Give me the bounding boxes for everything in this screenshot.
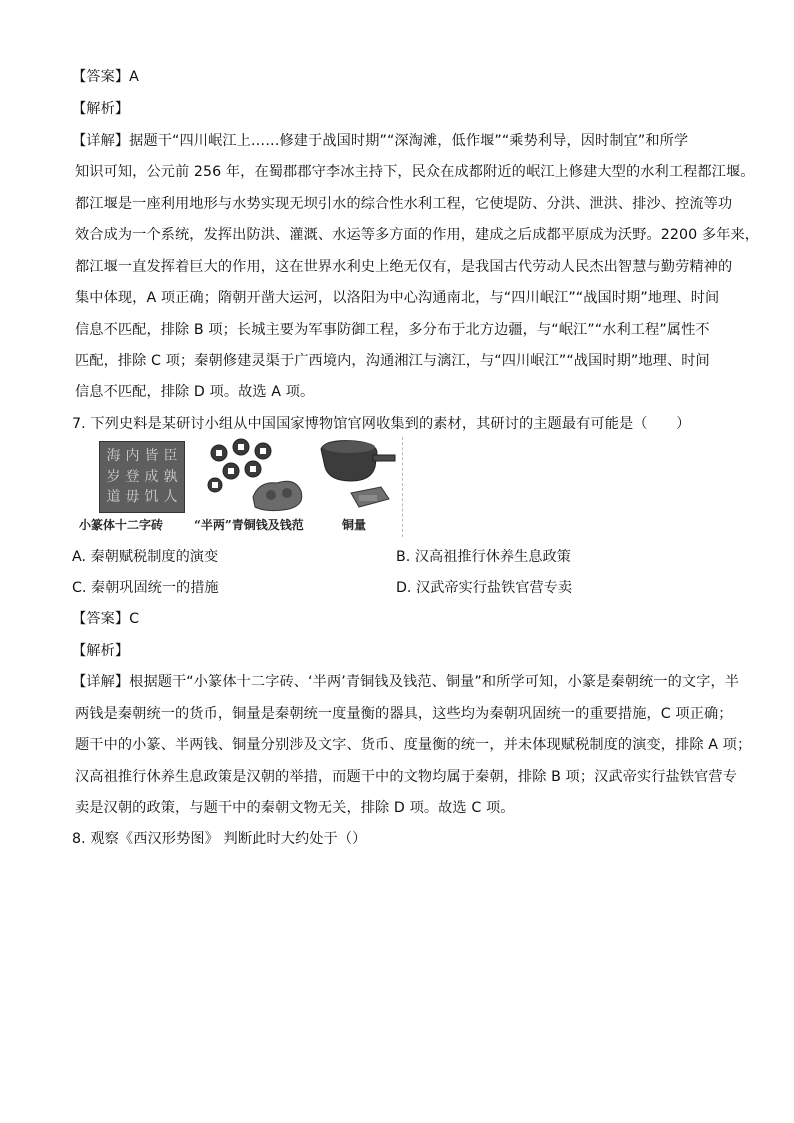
brick-char: 登	[125, 468, 140, 485]
brick-char: 海	[106, 448, 121, 464]
figure-divider	[402, 437, 403, 537]
q7-analysis-heading: 【解析】	[72, 643, 130, 659]
caption-brick: 小篆体十二字砖	[79, 518, 164, 532]
q6-detail-line: 集中体现，A 项正确；隋朝开凿大运河，以洛阳为中心沟通南北，与“四川岷江”“战国时期”地理、时间	[75, 290, 720, 306]
q6-detail-line: 【详解】据题干“四川岷江上……修建于战国时期”“深淘滩，低作堰”“乘势利导，因时制宜”和所学	[72, 133, 689, 149]
q7-option-b: B. 汉高祖推行休养生息政策	[396, 549, 571, 565]
q6-detail-line: 匹配，排除 C 项；秦朝修建灵渠于广西境内，沟通湘江与漓江，与“四川岷江”“战国时期”地理、时间	[75, 353, 710, 369]
q7-detail-line: 两钱是秦朝统一的货币，铜量是秦朝统一度量衡的器具，这些均为秦朝巩固统一的重要措施，C 项正确；	[75, 706, 733, 722]
brick-char: 毋	[125, 489, 140, 506]
caption-coins: “半两”青铜钱及钱范	[194, 518, 304, 532]
q7-stem: 7. 下列史料是某研讨小组从中国国家博物馆官网收集到的素材，其研讨的主题最有可能是（ ）	[72, 416, 691, 432]
brick-char: 人	[163, 489, 178, 506]
q6-detail-line: 都江堰是一座利用地形与水势实现无坝引水的综合性水利工程，它使堤防、分洪、泄洪、排沙、控流等功	[75, 196, 733, 212]
q7-artifact-figure	[75, 437, 403, 537]
brick-char: 皆	[144, 448, 159, 464]
q6-detail-line: 都江堰一直发挥着巨大的作用，这在世界水利史上绝无仅有，是我国古代劳动人民杰出智慧与勤劳精神的	[75, 259, 733, 275]
q7-option-c: C. 秦朝巩固统一的措施	[72, 580, 219, 596]
brick-image	[99, 441, 185, 513]
q7-option-a: A. 秦朝赋税制度的演变	[72, 549, 219, 565]
brick-char: 内	[125, 448, 140, 464]
brick-characters	[104, 446, 180, 508]
caption-measure: 铜量	[342, 518, 367, 532]
brick-char: 臣	[163, 448, 178, 464]
brick-char: 道	[106, 489, 121, 506]
q7-answer: 【答案】C	[72, 611, 140, 627]
q7-detail-line: 汉高祖推行休养生息政策是汉朝的举措，而题干中的文物均属于秦朝，排除 B 项；汉武帝实行盐铁官营专	[75, 769, 737, 785]
brick-char: 岁	[106, 468, 121, 485]
q7-detail-line: 卖是汉朝的政策，与题干中的秦朝文物无关，排除 D 项。故选 C 项。	[75, 800, 515, 816]
brick-char: 孰	[163, 468, 178, 485]
q8-stem: 8. 观察《西汉形势图》 判断此时大约处于（）	[72, 831, 367, 847]
q6-detail-line: 知识可知，公元前 256 年，在蜀郡郡守李冰主持下，民众在成都附近的岷江上修建大型的水利工程都江堰。	[75, 164, 755, 180]
q7-detail-line: 【详解】根据题干“小篆体十二字砖、‘半两’青铜钱及钱范、铜量”和所学可知，小篆是秦朝统一的文字，半	[72, 674, 740, 690]
q6-analysis-heading: 【解析】	[72, 101, 130, 117]
q6-detail-line: 信息不匹配，排除 D 项。故选 A 项。	[75, 384, 315, 400]
brick-char: 饥	[144, 489, 159, 506]
bronze-measure-image	[315, 437, 399, 515]
q6-detail-line: 信息不匹配，排除 B 项；长城主要为军事防御工程，多分布于北方边疆，与“岷江”“水利工程”属性不	[75, 322, 710, 338]
brick-char: 成	[144, 468, 159, 485]
coins-image	[201, 437, 311, 515]
q6-detail-line: 效合成为一个系统，发挥出防洪、灌溉、水运等多方面的作用，建成之后成都平原成为沃野。2200 多年来，	[75, 227, 760, 243]
q7-option-d: D. 汉武帝实行盐铁官营专卖	[396, 580, 573, 596]
q6-answer: 【答案】A	[72, 69, 139, 85]
q7-detail-line: 题干中的小篆、半两钱、铜量分别涉及文字、货币、度量衡的统一，并未体现赋税制度的演变，排除 A 项；	[75, 737, 752, 753]
